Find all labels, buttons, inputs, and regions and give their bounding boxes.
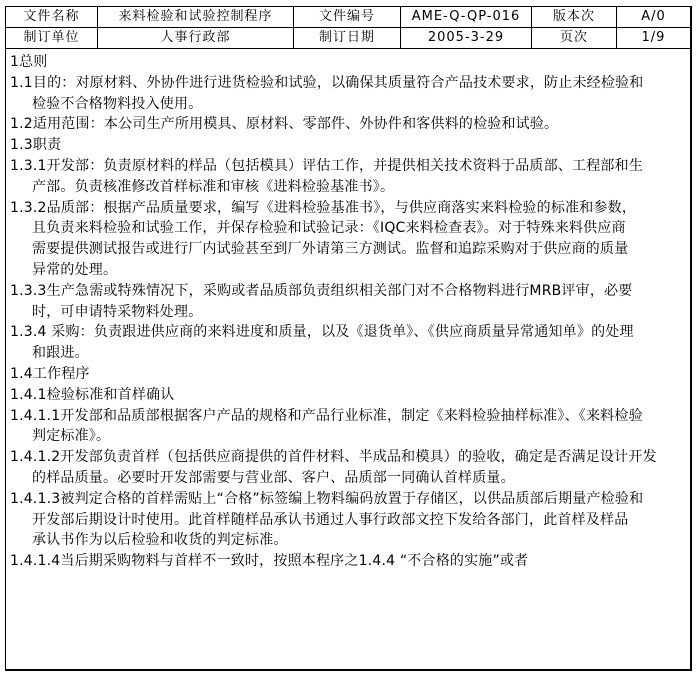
document-line: 判定标准》。 [32,428,111,445]
document-line: 1.4工作程序 [10,365,90,382]
document-line: 1.4.1.2开发部负责首样（包括供应商提供的首件材料、半成品和模具）的验收，确定是否满足设计开发 [10,449,657,466]
doc-number-label: 文件编号 [294,7,401,28]
doc-number-value: AME-Q-QP-016 [401,7,532,28]
dept-value: 人事行政部 [98,28,294,49]
document-line: 1.3.4 采购：负责跟进供应商的来料进度和质量，以及《退货单》、《供应商质量异常通知单》的处理 [10,324,634,341]
document-line: 1总则 [10,54,48,70]
document-line: 1.3.1开发部：负责原材料的样品（包括模具）评估工作，并提供相关技术资料于品质部、工程部和生 [10,157,644,174]
document-line: 承认书作为以后检验和收货的判定标准。 [32,532,288,549]
document-line: 需要提供测试报告或进行厂内试验甚至到厂外请第三方测试。监督和追踪采购对于供应商的质量 [32,241,629,258]
document-line: 1.4.1.1开发部和品质部根据客户产品的规格和产品行业标准，制定《来料检验抽样标准》、《来料检验 [10,407,643,424]
document-line: 1.4.1.4当后期采购物料与首样不一致时，按照本程序之1.4.4 “不合格的实施”或者 [10,553,529,570]
document-line: 开发部后期设计时使用。此首样随样品承认书通过人事行政部文控下发给各部门，此首样及样品 [32,511,629,528]
document-line: 时，可申请特采物料处理。 [32,303,203,320]
date-value: 2005-3-29 [401,28,532,49]
document-line: 1.3职责 [10,137,62,154]
version-label: 版本次 [532,7,617,28]
document-line: 1.2适用范围：本公司生产所用模具、原材料、零部件、外协件和客供料的检验和试验。 [10,116,559,133]
doc-name-value: 来料检验和试验控制程序 [98,7,294,28]
document-line: 1.1目的：对原材料、外协件进行进货检验和试验，以确保其质量符合产品技术要求，防止未经检验和 [10,74,644,91]
version-value: A/0 [617,7,690,28]
dept-label: 制订单位 [6,28,98,49]
document-page [5,6,692,671]
page-number-label: 页次 [532,28,617,49]
document-line: 1.4.1.3被判定合格的首样需贴上“合格”标签编上物料编码放置于存储区，以供品质部后期量产检验和 [10,490,644,507]
document-body [6,49,690,572]
document-line: 1.4.1检验标准和首样确认 [10,386,175,403]
document-line: 和跟进。 [32,345,89,362]
document-header-table [6,7,690,49]
document-line: 1.3.3生产急需或特殊情况下，采购或者品质部负责组织相关部门对不合格物料进行MRB评审，必要 [10,282,633,299]
page-number-value: 1/9 [617,28,690,49]
document-line: 异常的处理。 [32,261,118,278]
document-line: 且负责来料检验和试验工作，并保存检验和试验记录：《IQC来料检查表》。对于特殊来料供应商 [32,220,626,237]
document-line: 1.3.2品质部：根据产品质量要求，编写《进料检验基准书》，与供应商落实来料检验的标准和参数， [10,199,637,216]
document-line: 的样品质量。必要时开发部需要与营业部、客户、品质部一同确认首样质量。 [32,469,515,486]
document-line: 产部。负责核准修改首样标准和审核《进料检验基准书》。 [32,178,395,195]
document-line: 检验不合格物料投入使用。 [32,95,203,112]
doc-name-label: 文件名称 [6,7,98,28]
date-label: 制订日期 [294,28,401,49]
